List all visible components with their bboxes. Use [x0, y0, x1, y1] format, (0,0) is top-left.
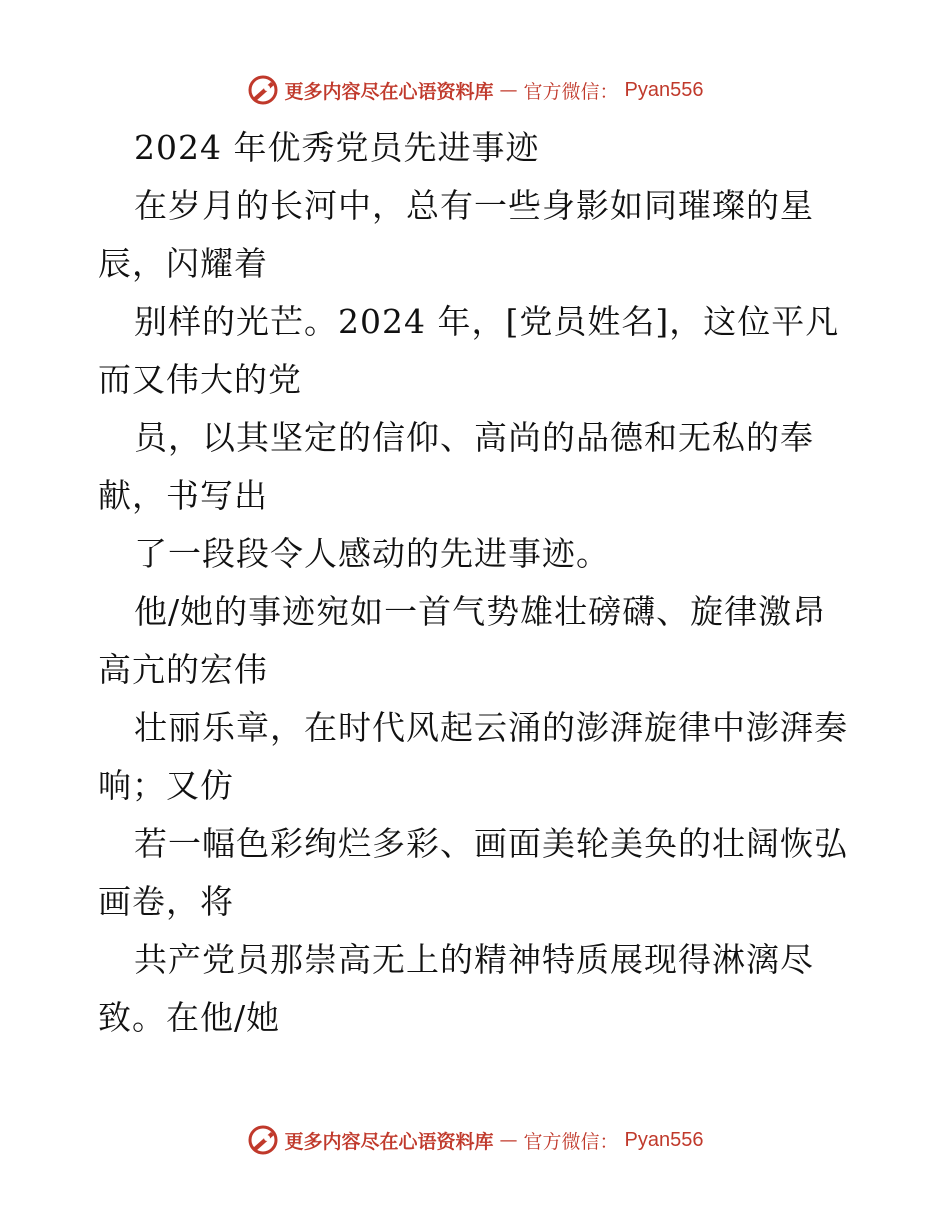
body-line: 而又伟大的党 [98, 360, 302, 399]
pen-logo-icon [247, 74, 279, 106]
body-line: 辰，闪耀着 [98, 244, 268, 283]
body-line: 员，以其坚定的信仰、高尚的品德和无私的奉 [134, 418, 814, 457]
body-line: 致。在他/她 [98, 998, 281, 1037]
footer-wechat-label: 官方微信： [523, 1130, 619, 1153]
body-line: 献，书写出 [98, 476, 268, 515]
body-line: 壮丽乐章，在时代风起云涌的澎湃旋律中澎湃奏 [134, 708, 848, 747]
footer-brand-text: 更多内容尽在心语资料库 [284, 1130, 494, 1153]
body-line: 响；又仿 [98, 766, 234, 805]
pen-logo-icon [247, 1124, 279, 1156]
body-line: 他/她的事迹宛如一首气势雄壮磅礴、旋律激昂 [134, 592, 827, 631]
header-brand-text: 更多内容尽在心语资料库 [284, 80, 494, 103]
footer-banner [0, 1120, 950, 1160]
body-line: 在岁月的长河中，总有一些身影如同璀璨的星 [134, 186, 814, 225]
footer-dash: — [499, 1129, 518, 1151]
body-line: 了一段段令人感动的先进事迹。 [134, 534, 610, 573]
header-banner [0, 70, 950, 110]
header-wechat-label: 官方微信： [523, 80, 619, 103]
body-line: 画卷，将 [98, 882, 234, 921]
body-line: 共产党员那崇高无上的精神特质展现得淋漓尽 [134, 940, 814, 979]
body-line: 高亢的宏伟 [98, 650, 268, 689]
header-dash: — [499, 79, 518, 101]
header-wechat-id: Pyan556 [624, 78, 704, 101]
body-line: 若一幅色彩绚烂多彩、画面美轮美奂的壮阔恢弘 [134, 824, 848, 863]
footer-wechat-id: Pyan556 [624, 1128, 704, 1151]
doc-title: 2024 年优秀党员先进事迹 [134, 128, 540, 167]
body-line: 别样的光芒。2024 年，[党员姓名]，这位平凡 [134, 302, 840, 341]
